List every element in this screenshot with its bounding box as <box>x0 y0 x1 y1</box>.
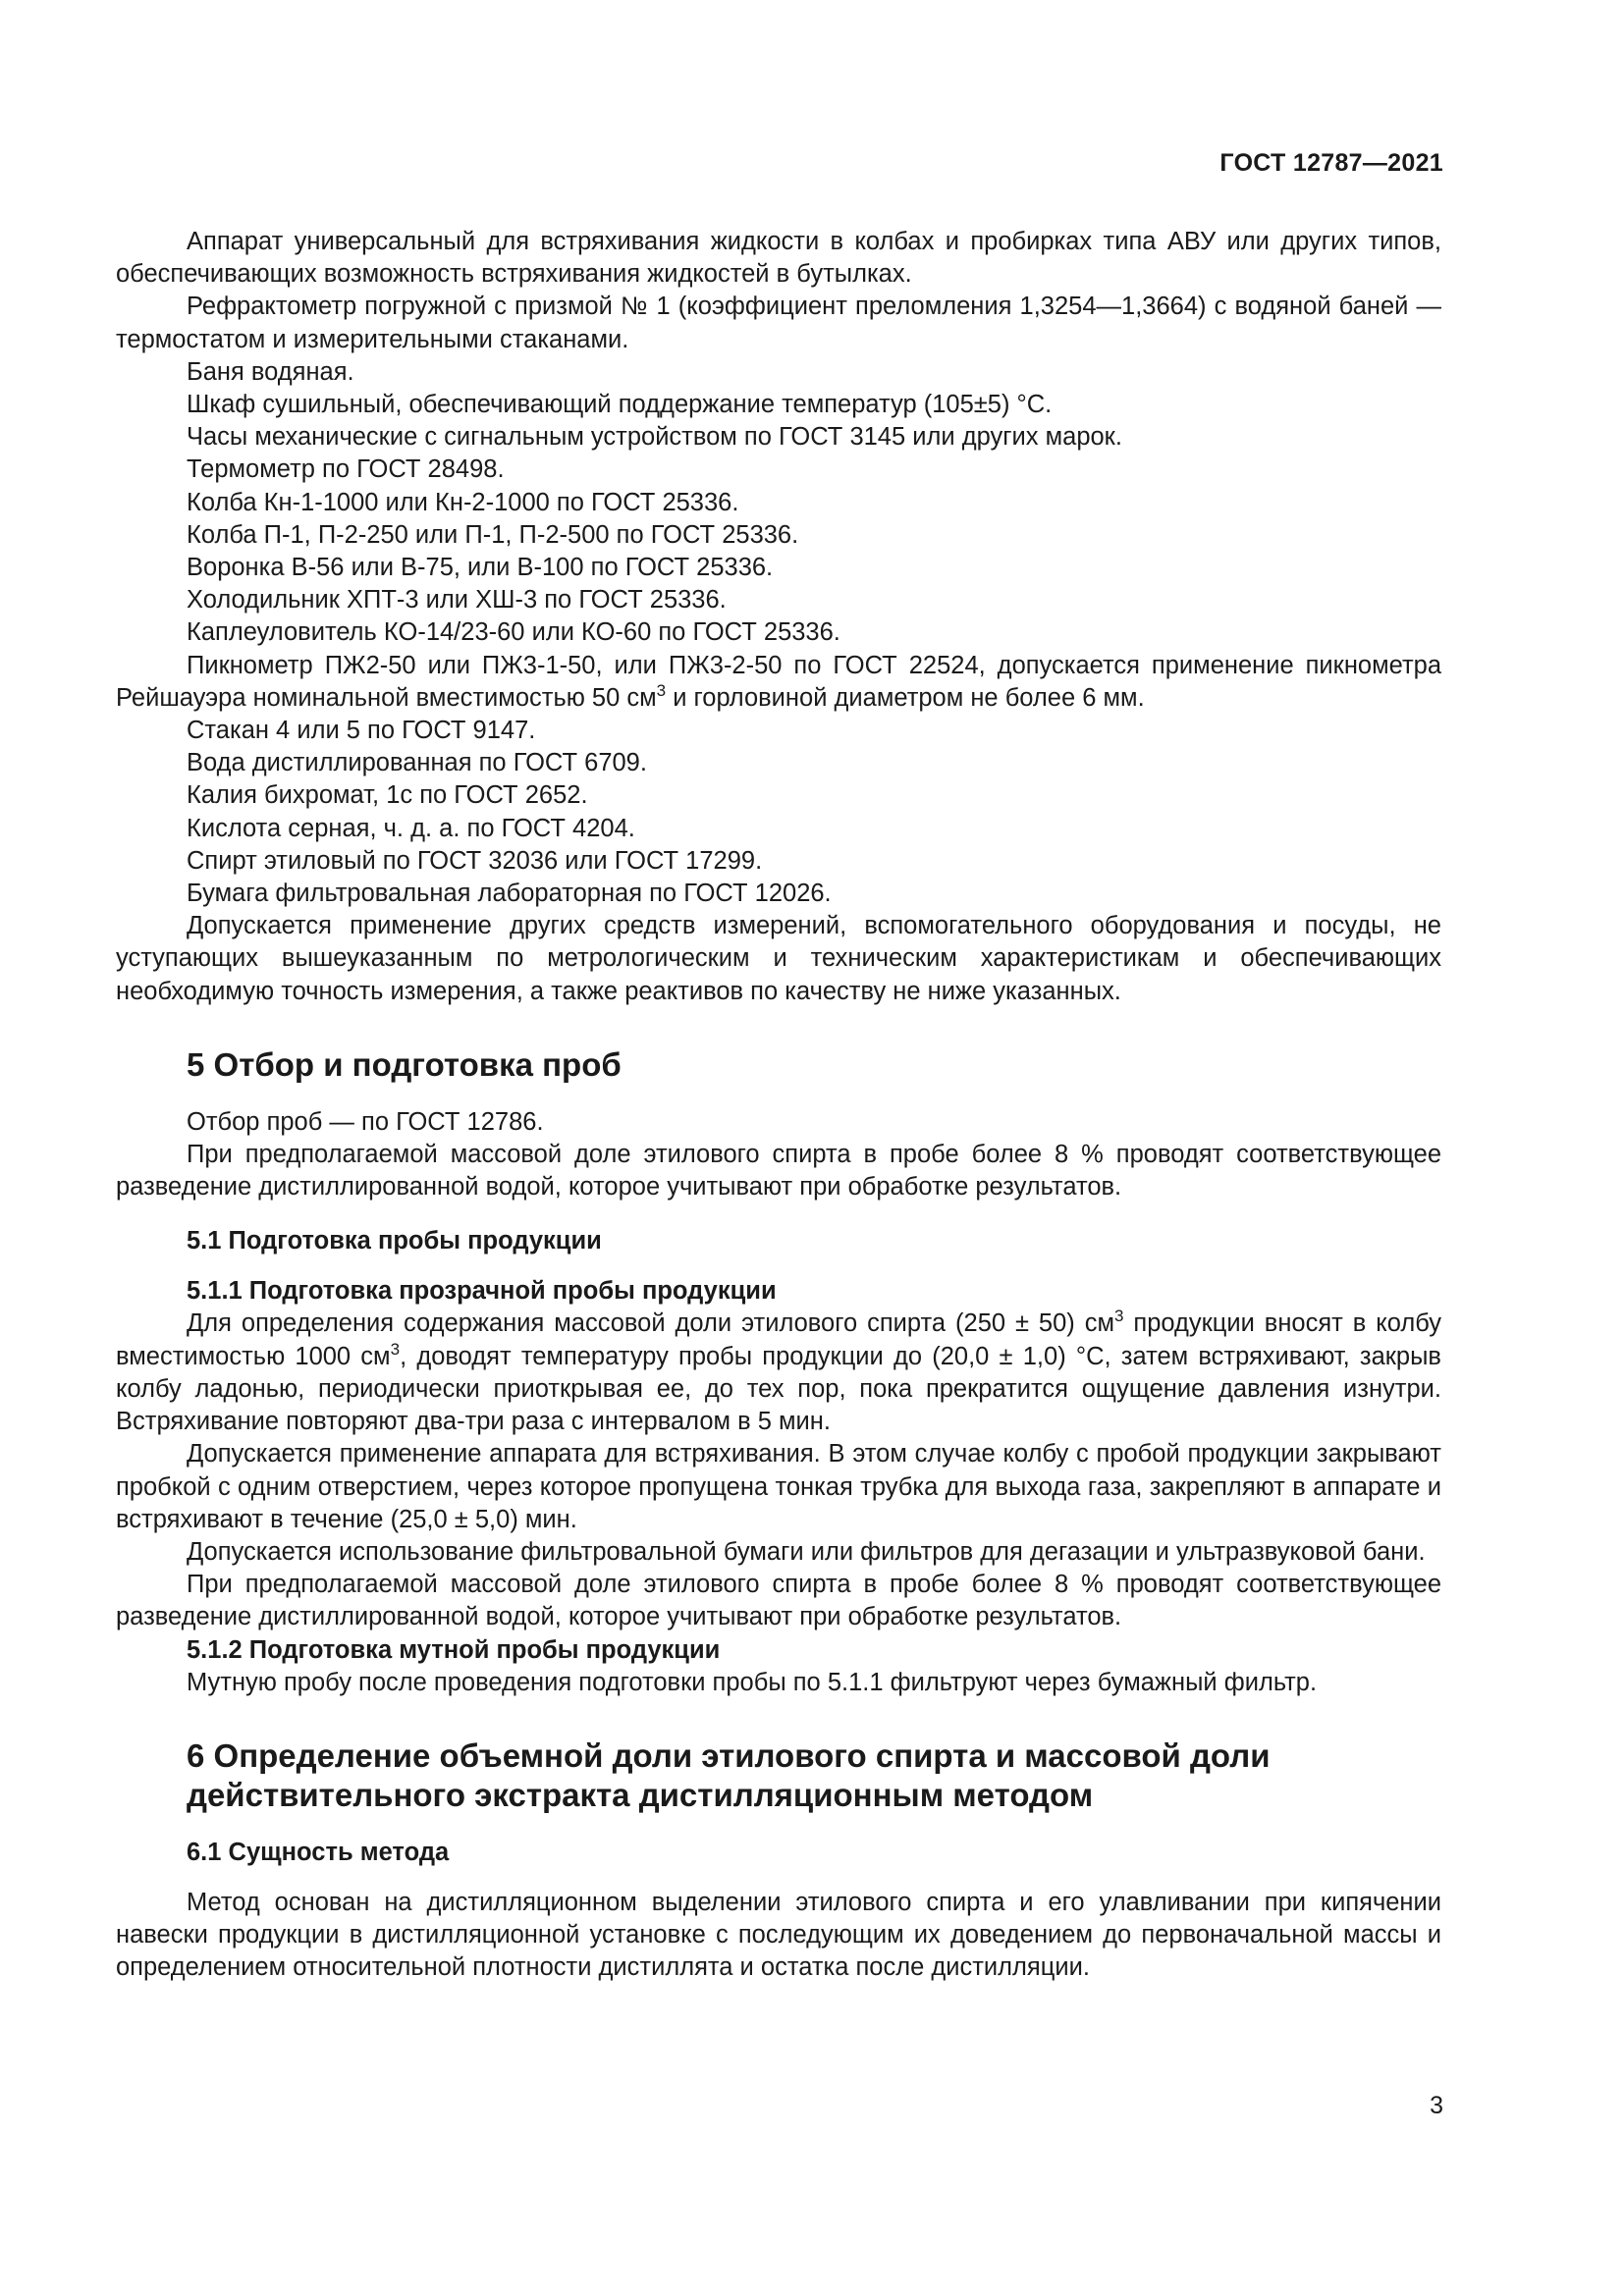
text-run: продукции вносят в колбу вместимостью 1000 см <box>116 1309 1441 1370</box>
page-number: 3 <box>1430 2092 1443 2119</box>
paragraph: Калия бихромат, 1с по ГОСТ 2652. <box>187 781 588 810</box>
paragraph: Каплеуловитель КО-14/23-60 или КО-60 по ГОСТ 25336. <box>187 618 840 647</box>
paragraph: Часы механические с сигнальным устройством по ГОСТ 3145 или других марок. <box>187 423 1122 452</box>
paragraph: Рефрактометр погружной с призмой № 1 (коэффициент преломления 1,3254—1,3664) с водяной баней — термостатом и измерительными стаканами. <box>116 293 1441 353</box>
subsection-5-1-heading: 5.1 Подготовка пробы продукции <box>187 1227 602 1255</box>
subsection-5-1-1-heading: 5.1.1 Подготовка прозрачной пробы продукции <box>187 1277 777 1306</box>
paragraph: Воронка В-56 или В-75, или В-100 по ГОСТ 25336. <box>187 554 774 582</box>
paragraph: Отбор проб — по ГОСТ 12786. <box>187 1107 544 1136</box>
paragraph: Колба Кн-1-1000 или Кн-2-1000 по ГОСТ 25336. <box>187 488 739 516</box>
document-body <box>116 226 1441 1984</box>
text-run: и горловиной диаметром не более 6 мм. <box>666 683 1145 712</box>
paragraph: Термометр по ГОСТ 28498. <box>187 455 505 484</box>
paragraph: Шкаф сушильный, обеспечивающий поддержание температур (105±5) °С. <box>187 391 1053 419</box>
document-header: ГОСТ 12787—2021 <box>1219 149 1443 177</box>
paragraph: Метод основан на дистилляционном выделении этилового спирта и его улавливании при кипячении навески продукции в дистилляционной установке с последующим их доведением до первоначальной массы и определением относительной плотности дистиллята и остатка после дистилляции. <box>116 1888 1441 1982</box>
paragraph: Кислота серная, ч. д. а. по ГОСТ 4204. <box>187 814 635 842</box>
paragraph: Мутную пробу после проведения подготовки пробы по 5.1.1 фильтруют через бумажный фильтр. <box>187 1668 1318 1696</box>
text-run: Для определения содержания массовой доли этилового спирта (250 ± 50) см <box>187 1309 1114 1338</box>
paragraph-with-superscripts <box>116 1308 1441 1438</box>
paragraph: Допускается применение аппарата для встряхивания. В этом случае колбу с пробой продукции закрывают пробкой с одним отверстием, через которое пропущена тонкая трубка для выхода газа, закрепляют в аппарате и встряхивают в течение (25,0 ± 5,0) мин. <box>116 1440 1441 1533</box>
section-5-heading: 5 Отбор и подготовка проб <box>187 1045 622 1083</box>
paragraph: Спирт этиловый по ГОСТ 32036 или ГОСТ 17299. <box>187 846 763 875</box>
equipment-list <box>116 226 1441 1008</box>
paragraph-pycnometer <box>116 650 1441 715</box>
text-run: Пикнометр ПЖ2-50 или ПЖ3-1-50, или ПЖ3-2-50 по ГОСТ 22524, допускается применение пикнометра Рейшауэра номинальной вместимостью 50 см <box>116 651 1441 712</box>
paragraph: Аппарат универсальный для встряхивания жидкости в колбах и пробирках типа АВУ или других типов, обеспечивающих возможность встряхивания жидкостей в бутылках. <box>116 228 1441 289</box>
heading-line: действительного экстракта дистилляционным методом <box>187 1776 1094 1813</box>
paragraph: При предполагаемой массовой доле этилового спирта в пробе более 8 % проводят соответствующее разведение дистиллированной водой, которое учитывают при обработке результатов. <box>116 1571 1441 1631</box>
heading-line: 6 Определение объемной доли этилового спирта и массовой доли <box>187 1736 1271 1774</box>
superscript: 3 <box>390 1339 401 1359</box>
subsection-6-1-heading: 6.1 Сущность метода <box>187 1838 450 1866</box>
paragraph: Допускается использование фильтровальной бумаги или фильтров для дегазации и ультразвуковой бани. <box>187 1537 1426 1566</box>
text-run: , доводят температуру пробы продукции до (20,0 ± 1,0) °С, затем встряхивают, закрыв колбу ладонью, периодически приоткрывая ее, до тех пор, пока прекратится ощущение давления изнутри. Встряхивание повторяют два-три раза с интервалом в 5 мин. <box>116 1342 1441 1436</box>
paragraph: Стакан 4 или 5 по ГОСТ 9147. <box>187 717 536 745</box>
superscript: 3 <box>1113 1307 1124 1326</box>
paragraph: Холодильник ХПТ-3 или ХШ-3 по ГОСТ 25336. <box>187 586 727 614</box>
paragraph: Вода дистиллированная по ГОСТ 6709. <box>187 749 647 777</box>
paragraph: Бумага фильтровальная лабораторная по ГОСТ 12026. <box>187 880 832 908</box>
paragraph: Баня водяная. <box>187 357 354 386</box>
superscript: 3 <box>656 680 667 700</box>
paragraph: При предполагаемой массовой доле этилового спирта в пробе более 8 % проводят соответствующее разведение дистиллированной водой, которое учитывают при обработке результатов. <box>116 1141 1441 1201</box>
subsection-5-1-2-heading: 5.1.2 Подготовка мутной пробы продукции <box>187 1635 721 1664</box>
paragraph: Колба П-1, П-2-250 или П-1, П-2-500 по ГОСТ 25336. <box>187 520 799 549</box>
paragraph: Допускается применение других средств измерений, вспомогательного оборудования и посуды, не уступающих вышеуказанным по метрологическим и техническим характеристикам и обеспечивающих необходимую точность измерения, а также реактивов по качеству не ниже указанных. <box>116 912 1441 1005</box>
section-6-heading <box>116 1736 1441 1815</box>
